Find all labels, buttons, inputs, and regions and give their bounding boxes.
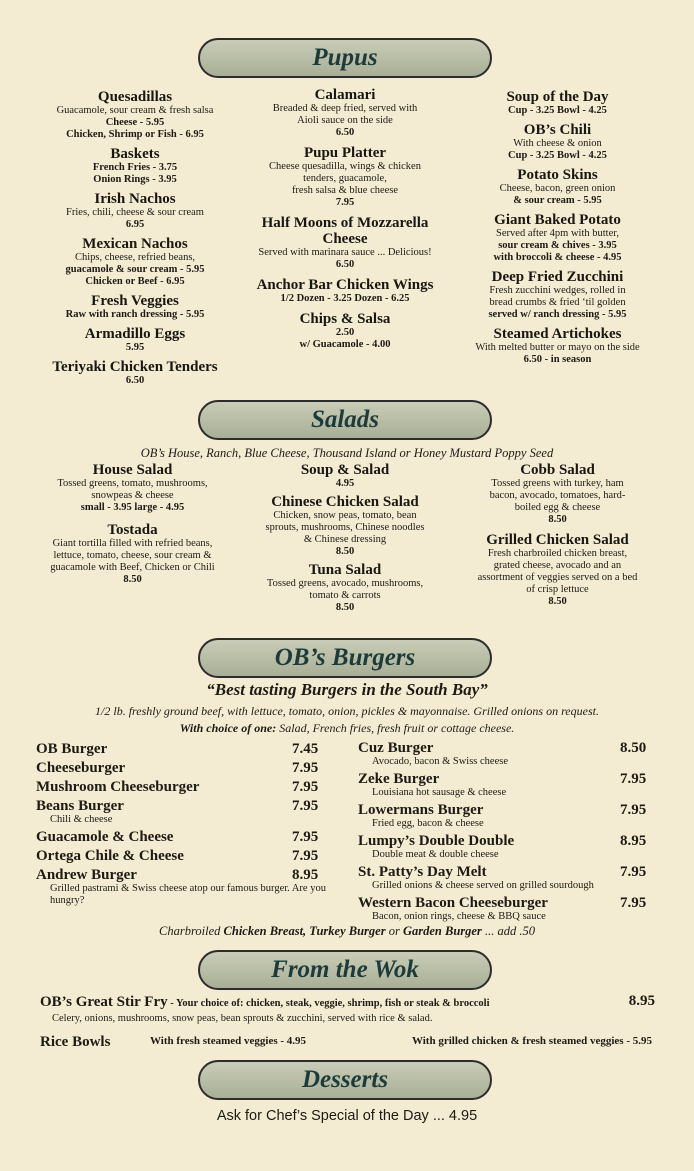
item-detail: 8.50 — [123, 574, 142, 585]
item-detail: 8.50 — [548, 596, 567, 607]
addon-price: ... add .50 — [481, 924, 535, 938]
item-detail: 7.95 — [335, 197, 355, 208]
item-title: Deep Fried Zucchini — [491, 269, 624, 285]
burger-name: Guacamole & Cheese — [36, 829, 174, 845]
menu-item — [455, 326, 660, 366]
menu-item — [30, 236, 240, 288]
burger-description: Grilled pastrami & Swiss cheese atop our famous burger. Are you hungry? — [50, 883, 326, 906]
burger-price: 7.95 — [620, 864, 647, 880]
menu-item — [455, 122, 660, 162]
item-detail: guacamole with Beef, Chicken or Chili — [50, 562, 215, 573]
item-detail: Chicken or Beef - 6.95 — [85, 276, 185, 287]
stirfry-description: Celery, onions, mushrooms, snow peas, bean sprouts & zucchini, served with rice & salad. — [52, 1013, 433, 1024]
burger-name: Lowermans Burger — [358, 802, 484, 818]
item-detail: Cheese, bacon, green onion — [499, 183, 616, 194]
burgers-tagline: “Best tasting Burgers in the South Bay” — [206, 680, 488, 699]
burger-row — [358, 833, 652, 852]
burger-row — [36, 848, 326, 867]
menu-item — [30, 293, 240, 321]
item-detail: 8.50 — [335, 546, 355, 557]
menu-item — [30, 146, 240, 186]
item-detail: small - 3.95 large - 4.95 — [80, 502, 185, 513]
item-detail: assortment of veggies served on a bed — [477, 572, 638, 583]
item-title: Potato Skins — [517, 167, 598, 183]
item-detail: 1/2 Dozen - 3.25 Dozen - 6.25 — [280, 293, 410, 304]
burgers-list-left — [36, 741, 326, 910]
item-title: Calamari — [314, 87, 376, 103]
section-title: From the Wok — [271, 956, 419, 983]
burger-price: 7.95 — [620, 895, 647, 911]
item-title: Baskets — [110, 146, 160, 162]
item-title: Soup & Salad — [300, 462, 390, 478]
burger-name: Andrew Burger — [36, 867, 137, 883]
rice-bowls-option-2: With grilled chicken & fresh steamed veggies - 5.95 — [411, 1035, 652, 1047]
item-title: Fresh Veggies — [91, 293, 179, 309]
item-detail: tenders, guacamole, — [303, 173, 387, 184]
item-detail: & sour cream - 5.95 — [513, 195, 602, 206]
item-detail: 8.50 — [335, 602, 355, 613]
burger-description: Chili & cheese — [50, 814, 113, 825]
salads-column-3 — [455, 462, 660, 614]
item-detail: With cheese & onion — [513, 138, 602, 149]
item-detail: & Chinese dressing — [303, 534, 387, 545]
item-detail: Raw with ranch dressing - 5.95 — [65, 309, 205, 320]
item-detail: Served with marinara sauce ... Delicious! — [258, 247, 432, 258]
menu-item — [30, 89, 240, 141]
item-detail: Aioli sauce on the side — [297, 115, 393, 126]
menu-item — [240, 145, 450, 209]
stirfry-name: OB’s Great Stir Fry — [40, 994, 168, 1010]
item-detail: 6.50 - in season — [523, 354, 592, 365]
burger-price: 7.45 — [292, 741, 319, 757]
item-detail: Chicken, Shrimp or Fish - 6.95 — [66, 129, 204, 140]
item-detail: Onion Rings - 3.95 — [93, 174, 177, 185]
item-detail: 6.50 — [335, 127, 355, 138]
item-detail: Cheese - 5.95 — [105, 117, 165, 128]
item-detail: With melted butter or mayo on the side — [475, 342, 640, 353]
burger-price: 7.95 — [292, 760, 319, 776]
item-title: Chinese Chicken Salad — [271, 494, 419, 510]
stirfry-row — [40, 993, 655, 1011]
item-detail: Fresh charbroiled chicken breast, — [487, 548, 628, 559]
item-detail: grated cheese, avocado and an — [493, 560, 622, 571]
menu-item — [25, 522, 240, 586]
section-header-pupus — [198, 38, 492, 78]
burger-description: Avocado, bacon & Swiss cheese — [372, 756, 508, 767]
addon-garden: Garden Burger — [402, 924, 482, 938]
burger-row — [36, 867, 326, 886]
item-detail: Chicken, snow peas, tomato, bean — [273, 510, 417, 521]
menu-item — [455, 89, 660, 117]
salads-column-2 — [240, 462, 450, 618]
item-title: Armadillo Eggs — [84, 326, 186, 342]
burger-name: Cuz Burger — [358, 740, 434, 756]
dressing-options: OB’s House, Ranch, Blue Cheese, Thousand Island or Honey Mustard Poppy Seed — [140, 446, 554, 460]
item-detail: bacon, avocado, tomatoes, hard- — [489, 490, 626, 501]
burger-row — [358, 802, 652, 821]
burger-row — [36, 798, 326, 817]
burger-price: 7.95 — [620, 802, 647, 818]
section-header-burgers — [198, 638, 492, 678]
addon-or: or — [385, 924, 403, 938]
burger-description: Double meat & double cheese — [372, 849, 499, 860]
burger-price: 7.95 — [620, 771, 647, 787]
burger-name: Zeke Burger — [358, 771, 440, 787]
menu-item — [30, 359, 240, 387]
burger-row — [358, 771, 652, 790]
section-title: Pupus — [312, 44, 378, 71]
item-detail: Tossed greens with turkey, ham — [491, 478, 624, 489]
burgers-list-right — [358, 740, 652, 926]
menu-item — [240, 277, 450, 305]
menu-item — [240, 215, 450, 271]
item-detail: Breaded & deep fried, served with — [272, 103, 418, 114]
item-title: Cobb Salad — [520, 462, 595, 478]
section-header-wok — [198, 950, 492, 990]
item-detail: Tossed greens, tomato, mushrooms, — [57, 478, 208, 489]
burger-description: Grilled onions & cheese served on grilled sourdough — [372, 880, 594, 891]
item-detail: 5.95 — [125, 342, 145, 353]
pupus-column-1 — [30, 89, 240, 392]
section-title: OB’s Burgers — [274, 644, 416, 671]
desserts-line: Ask for Chef’s Special of the Day ... 4.95 — [216, 1108, 478, 1124]
item-title: Half Moons of Mozzarella Cheese — [261, 215, 429, 247]
item-detail: Fries, chili, cheese & sour cream — [66, 207, 204, 218]
burger-row — [358, 895, 652, 914]
item-detail: Served after 4pm with butter, — [496, 228, 619, 239]
salads-column-1 — [25, 462, 240, 594]
item-title: Irish Nachos — [94, 191, 176, 207]
item-detail: boiled egg & cheese — [514, 502, 601, 513]
burger-name: St. Patty’s Day Melt — [358, 864, 487, 880]
stirfry-price: 8.95 — [628, 993, 655, 1009]
item-detail: with broccoli & cheese - 4.95 — [493, 252, 622, 263]
burger-price: 7.95 — [292, 848, 319, 864]
item-detail: bread crumbs & fried ‘til golden — [489, 297, 626, 308]
item-title: Tostada — [107, 522, 158, 538]
burger-description: Bacon, onion rings, cheese & BBQ sauce — [372, 911, 546, 922]
burger-row — [36, 741, 326, 760]
addon-prefix: Charbroiled — [159, 924, 224, 938]
burger-description: Fried egg, bacon & cheese — [372, 818, 484, 829]
item-title: Soup of the Day — [506, 89, 609, 105]
item-detail: Guacamole, sour cream & fresh salsa — [56, 105, 214, 116]
item-title: OB’s Chili — [523, 122, 592, 138]
burgers-choice — [0, 721, 694, 736]
menu-item — [455, 212, 660, 264]
section-header-desserts — [198, 1060, 492, 1100]
menu-item — [455, 269, 660, 321]
item-detail: sprouts, mushrooms, Chinese noodles — [265, 522, 425, 533]
item-detail: 6.95 — [125, 219, 145, 230]
rice-bowls-option-1: With fresh steamed veggies - 4.95 — [150, 1035, 307, 1047]
item-detail: lettuce, tomato, cheese, sour cream & — [53, 550, 212, 561]
menu-item — [240, 494, 450, 558]
burger-price: 7.95 — [292, 779, 319, 795]
rice-bowls-row — [40, 1034, 652, 1052]
choice-text: Salad, French fries, fresh fruit or cottage cheese. — [276, 721, 515, 735]
item-detail: 4.95 — [335, 478, 355, 489]
burger-description: Louisiana hot sausage & cheese — [372, 787, 507, 798]
menu-item — [25, 462, 240, 514]
burger-name: Cheeseburger — [36, 760, 126, 776]
section-title: Salads — [310, 406, 380, 433]
burger-price: 7.95 — [292, 798, 319, 814]
item-title: Chips & Salsa — [299, 311, 391, 327]
menu-item — [240, 311, 450, 351]
menu-item — [240, 87, 450, 139]
item-detail: 2.50 — [335, 327, 355, 338]
pupus-column-2 — [240, 87, 450, 357]
item-detail: tomato & carrots — [309, 590, 381, 601]
pupus-column-3 — [455, 89, 660, 371]
item-detail: Tossed greens, avocado, mushrooms, — [266, 578, 424, 589]
item-title: Tuna Salad — [308, 562, 382, 578]
menu-item — [455, 167, 660, 207]
burger-price: 8.95 — [620, 833, 647, 849]
burger-name: Western Bacon Cheeseburger — [358, 895, 548, 911]
menu-item — [240, 562, 450, 614]
item-title: Quesadillas — [97, 89, 173, 105]
burger-addon — [0, 924, 694, 939]
burgers-description: 1/2 lb. freshly ground beef, with lettuce, tomato, onion, pickles & mayonnaise. Grilled onions on request. — [95, 704, 599, 718]
item-title: Pupu Platter — [303, 145, 387, 161]
burger-price: 7.95 — [292, 829, 319, 845]
rice-bowls-name: Rice Bowls — [40, 1034, 111, 1050]
burger-row — [358, 864, 652, 883]
burger-price: 8.50 — [620, 740, 647, 756]
stirfry-choice: - Your choice of: chicken, steak, veggie, shrimp, fish or steak & broccoli — [167, 998, 490, 1009]
choice-label: With choice of one: — [179, 721, 277, 735]
item-detail: Cheese quesadilla, wings & chicken — [269, 161, 421, 172]
menu-item — [240, 462, 450, 490]
item-detail: 8.50 — [548, 514, 567, 525]
burger-row — [36, 760, 326, 779]
item-detail: 6.50 — [125, 375, 145, 386]
item-detail: Giant tortilla filled with refried beans, — [52, 538, 213, 549]
section-header-salads — [198, 400, 492, 440]
item-detail: sour cream & chives - 3.95 — [498, 240, 617, 251]
item-detail: Chips, cheese, refried beans, — [74, 252, 196, 263]
item-detail: 6.50 — [335, 259, 355, 270]
item-title: Mexican Nachos — [82, 236, 188, 252]
item-title: Steamed Artichokes — [493, 326, 622, 342]
burger-name: Beans Burger — [36, 798, 124, 814]
burger-name: Lumpy’s Double Double — [358, 833, 515, 849]
burger-name: Ortega Chile & Cheese — [36, 848, 184, 864]
item-detail: French Fries - 3.75 — [92, 162, 178, 173]
item-title: Teriyaki Chicken Tenders — [52, 359, 218, 375]
burger-name: OB Burger — [36, 741, 108, 757]
item-detail: w/ Guacamole - 4.00 — [299, 339, 391, 350]
item-title: House Salad — [92, 462, 173, 478]
burger-row — [36, 779, 326, 798]
burger-row — [36, 829, 326, 848]
menu-item — [30, 191, 240, 231]
item-title: Anchor Bar Chicken Wings — [256, 277, 434, 293]
section-title: Desserts — [301, 1066, 389, 1093]
item-detail: fresh salsa & blue cheese — [291, 185, 399, 196]
item-detail: Fresh zucchini wedges, rolled in — [489, 285, 626, 296]
item-detail: of crisp lettuce — [526, 584, 589, 595]
burger-row — [358, 740, 652, 759]
burger-name: Mushroom Cheeseburger — [36, 779, 200, 795]
menu-item — [455, 532, 660, 608]
menu-item — [30, 326, 240, 354]
burger-price: 8.95 — [292, 867, 319, 883]
item-detail: Cup - 3.25 Bowl - 4.25 — [508, 150, 607, 161]
item-title: Giant Baked Potato — [494, 212, 621, 228]
addon-options: Chicken Breast, Turkey Burger — [223, 924, 386, 938]
item-detail: Cup - 3.25 Bowl - 4.25 — [508, 105, 607, 116]
menu-item — [455, 462, 660, 526]
item-detail: guacamole & sour cream - 5.95 — [65, 264, 205, 275]
item-title: Grilled Chicken Salad — [486, 532, 629, 548]
item-detail: served w/ ranch dressing - 5.95 — [488, 309, 627, 320]
item-detail: snowpeas & cheese — [91, 490, 174, 501]
